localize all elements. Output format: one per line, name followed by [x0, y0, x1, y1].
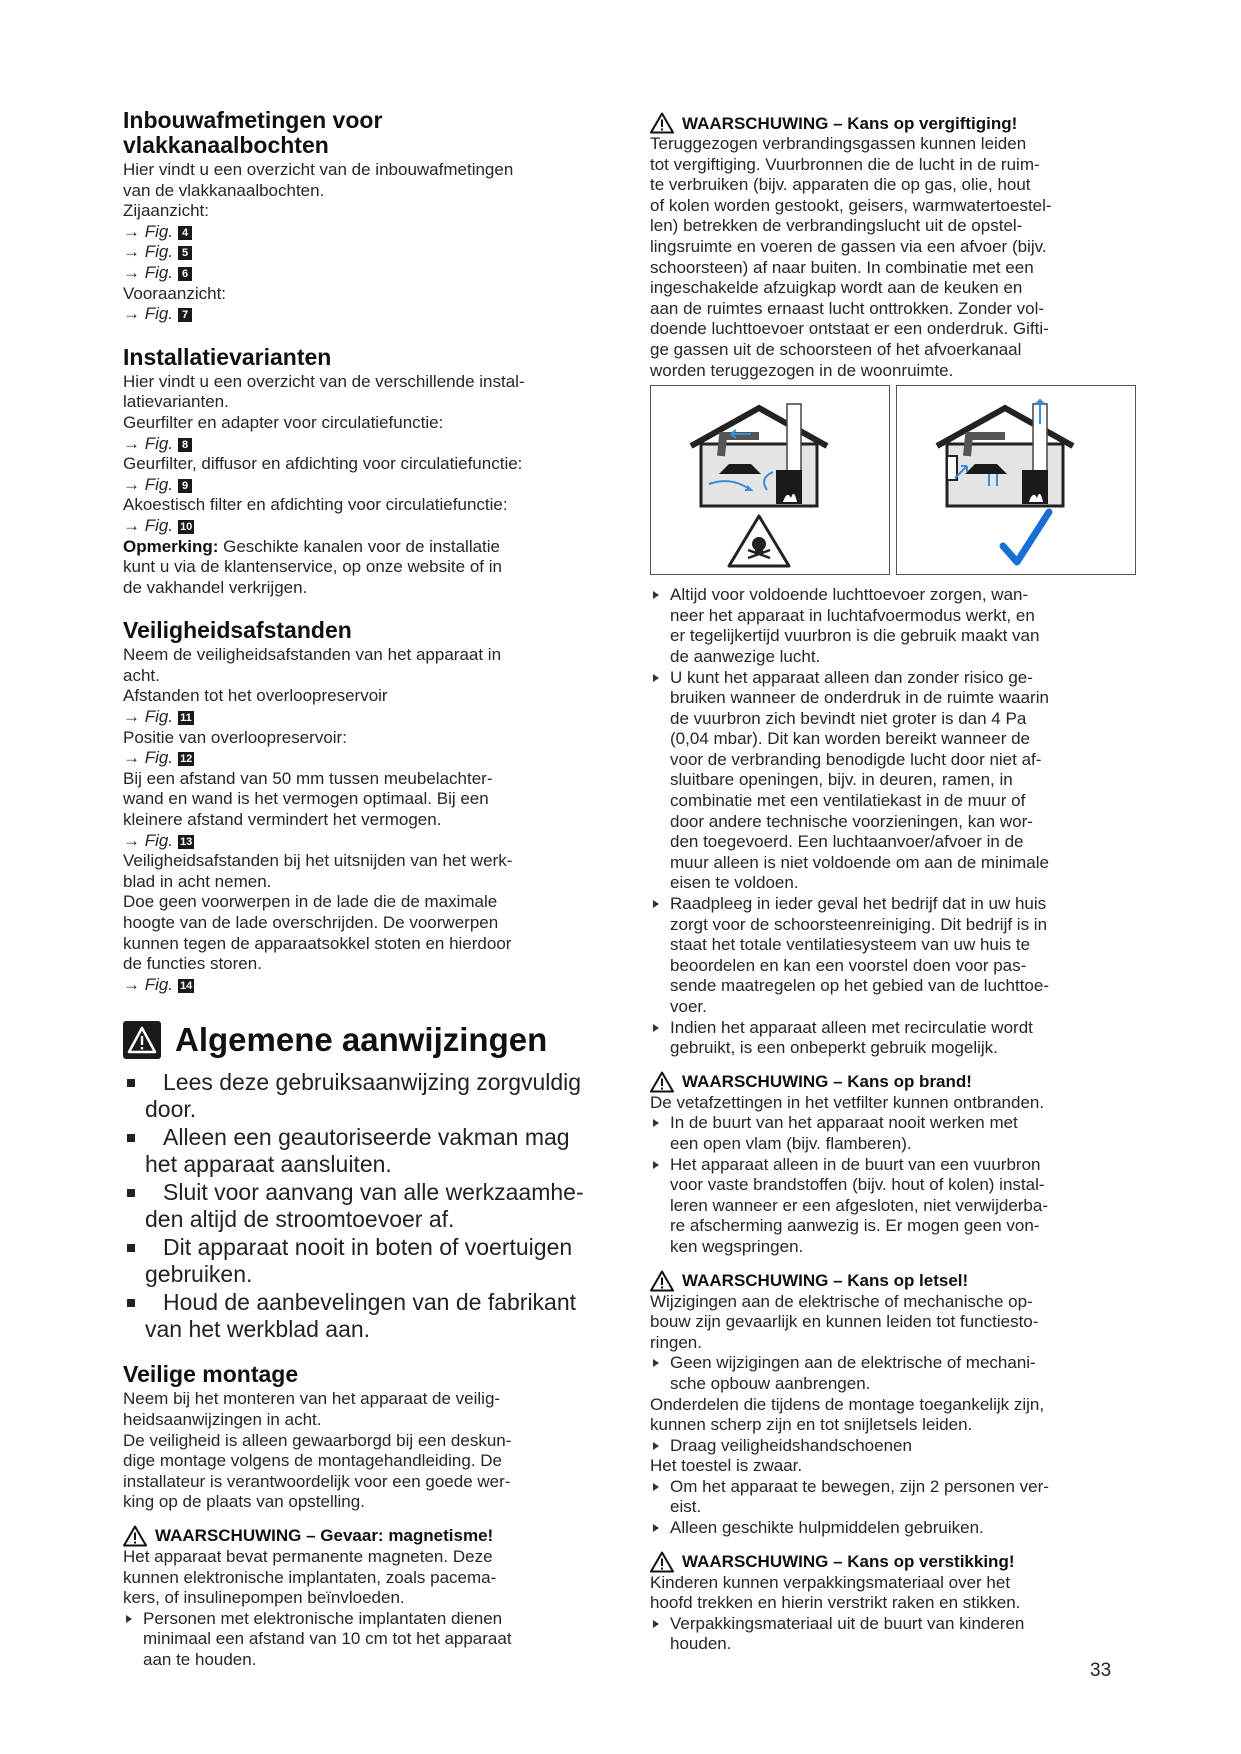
bullet-list — [650, 1614, 1140, 1655]
list-item: Indien het apparaat alleen met recirculatie wordt gebruikt, is een onbeperkt gebruik mogelijk. — [650, 1018, 1140, 1059]
section-title-veilige-montage: Veilige montage — [123, 1361, 299, 1388]
warning-text: De vetafzettingen in het vetfilter kunnen ontbranden. — [650, 1092, 1045, 1112]
chapter-title: Algemene aanwijzingen — [175, 1021, 548, 1059]
figure-reference: → Fig. 7 — [123, 304, 608, 325]
bullet-list — [650, 1436, 1140, 1457]
section-title-veiligheidsafstanden: Veiligheidsafstanden — [123, 617, 352, 644]
list-item: Draag veiligheidshandschoenen — [650, 1436, 1140, 1457]
warning-text: Kinderen kunnen verpakkingsmateriaal over het hoofd trekken en hierin verstrikt raken en stikken. — [650, 1572, 1021, 1613]
paragraph: Hier vindt u een overzicht van de verschillende instal- latievarianten. Geurfilter en adapter voor circulatiefunctie: → Fig. 8 Geurfilter, diffusor en afdichting voor circulatiefunctie: → Fig. 9 Akoestisch filter en afdichting voor circulatiefunctie: → Fig. 10 Opmerking: Geschikte kanalen voor de installatie kunt u via de klantenservice, op onze website of in de vakhandel verkrijgen. — [123, 372, 608, 599]
list-item: Lees deze gebruiksaanwijzing zorgvuldig door. — [123, 1069, 608, 1122]
list-item: Verpakkingsmateriaal uit de buurt van kinderen houden. — [650, 1614, 1140, 1655]
note: Opmerking: Geschikte kanalen voor de installatie — [123, 536, 501, 556]
bullet-list — [650, 1113, 1140, 1257]
chapter-heading-algemene-aanwijzingen — [123, 1021, 608, 1059]
figure-reference: → Fig. 12 — [123, 748, 193, 768]
list-item: Alleen een geautoriseerde vakman mag het apparaat aansluiten. — [123, 1124, 608, 1177]
warning-heading: WAARSCHUWING – Kans op brand! — [650, 1071, 1140, 1093]
page-number: 33 — [1090, 1660, 1112, 1681]
list-item: Alleen geschikte hulpmiddelen gebruiken. — [650, 1518, 1140, 1539]
illustration-panel-ok — [896, 385, 1136, 575]
section-title-inbouwafmetingen: Inbouwafmetingen voor vlakkanaalbochten — [123, 107, 383, 158]
warning-triangle-icon — [650, 1551, 674, 1573]
figure-reference: → Fig. 14 — [123, 974, 193, 994]
warning-heading: WAARSCHUWING – Gevaar: magnetisme! — [123, 1525, 608, 1547]
ventilation-illustration — [650, 385, 1140, 575]
warning-heading: WAARSCHUWING – Kans op vergiftiging! — [650, 112, 1140, 134]
bullet-list — [650, 585, 1140, 1059]
list-item: Om het apparaat te bewegen, zijn 2 personen ver- eist. — [650, 1477, 1140, 1518]
paragraph: Neem de veiligheidsafstanden van het apparaat in acht. Afstanden tot het overloopreservoir → Fig. 11 Positie van overloopreservoir: → Fig. 12 Bij een afstand van 50 mm tussen meubelachter- wand en wand is het vermogen optimaal. Bij een kleinere afstand vermindert het vermogen. → Fig. 13 Veiligheidsafstanden bij het uitsnijden van het werk- blad in acht nemen. Doe geen voorwerpen in de lade die de maximale hoogte van de lade overschrijden. De voorwerpen kunnen tegen de apparaatsokkel stoten en hierdoor de functies storen. → Fig. 14 — [123, 645, 608, 995]
list-item: U kunt het apparaat alleen dan zonder risico ge- bruiken wanneer de onderdruk in de ruimte waarin de vuurbron zich bevindt niet groter is dan 4 Pa (0,04 mbar). Dit kan worden bereikt wanneer de voor de verbranding benodigde lucht door niet af- sluitbare openingen, bijv. in deuren, ramen, in combinatie met een ventilatiekast in de muur of door andere technische voorzieningen, kan wor- den toegevoerd. Een luchtaanvoer/afvoer in de muur alleen is niet voldoende om aan de minimale eisen te voldoen. — [650, 668, 1140, 895]
figure-reference: → Fig. 11 — [123, 707, 192, 727]
figure-reference: → Fig. 10 — [123, 515, 193, 535]
bullet-list — [650, 1477, 1140, 1539]
figure-reference: → Fig. 13 — [123, 830, 193, 850]
list-item: Sluit voor aanvang van alle werkzaamhe- den altijd de stroomtoevoer af. — [123, 1179, 608, 1232]
paragraph: Neem bij het monteren van het apparaat de veilig- heidsaanwijzingen in acht. De veiligheid is alleen gewaarborgd bij een deskun- dige montage volgens de montagehandleiding. De installateur is verantwoordelijk voor een goede wer- king op de plaats van opstelling. — [123, 1389, 512, 1512]
warning-text: Wijzigingen aan de elektrische of mechanische op- bouw zijn gevaarlijk en kunnen leiden tot functiesto- ringen. — [650, 1291, 1039, 1352]
figure-reference: → Fig. 4 — [123, 222, 608, 243]
paragraph: Hier vindt u een overzicht van de inbouwafmetingen van de vlakkanaalbochten. Zijaanzicht: → Fig. 4 → Fig. 5 → Fig. 6 Vooraanzicht: → Fig. 7 — [123, 160, 608, 325]
list-item: Dit apparaat nooit in boten of voertuigen gebruiken. — [123, 1234, 608, 1287]
warning-text: Teruggezogen verbrandingsgassen kunnen leiden tot vergiftiging. Vuurbronnen die de lucht in de ruim- te verbruiken (bijv. apparaten die op gas, olie, hout of kolen worden gestookt, geisers, warmwatertoestel- len) betrekken de verbrandingslucht uit de opstel- lingsruimte en voeren de gassen via een afvoer (bijv. schoorsteen) af naar buiten. In combinatie met een ingeschakelde afzuigkap wordt aan de keuken en aan de ruimtes ernaast lucht onttrokken. Zonder vol- doende luchttoevoer ontstaat er een onderdruk. Gifti- ge gassen uit de schoorsteen of het afvoerkanaal worden teruggezogen in de woonruimte. — [650, 134, 1052, 380]
warning-triangle-icon — [650, 112, 674, 134]
list-item: Altijd voor voldoende luchttoevoer zorgen, wan- neer het apparaat in luchtafvoermodus werkt, en er tegelijkertijd vuurbron is die gebruik maakt van de aanwezige lucht. — [650, 585, 1140, 667]
warning-text: Het apparaat bevat permanente magneten. Deze kunnen elektronische implantaten, zoals pacema- kers, of insulinepompen beïnvloeden. — [123, 1546, 497, 1608]
left-column — [123, 108, 608, 1671]
section-title-installatievarianten: Installatievarianten — [123, 343, 332, 370]
list-item: In de buurt van het apparaat nooit werken met een open vlam (bijv. flamberen). — [650, 1113, 1140, 1154]
figure-reference: → Fig. 5 — [123, 242, 608, 263]
figure-reference: → Fig. 9 — [123, 475, 608, 496]
list-item: Geen wijzigingen aan de elektrische of mechani- sche opbouw aanbrengen. — [650, 1353, 1140, 1394]
list-item: Houd de aanbevelingen van de fabrikant van het werkblad aan. — [123, 1289, 608, 1342]
figure-reference: → Fig. 8 — [123, 434, 608, 455]
bullet-list — [650, 1353, 1140, 1394]
paragraph: Het toestel is zwaar. — [650, 1456, 803, 1476]
warning-triangle-icon — [123, 1525, 147, 1547]
bullet-list — [123, 1609, 608, 1671]
list-item: Raadpleeg in ieder geval het bedrijf dat in uw huis zorgt voor de schoorsteenreiniging. Dit bedrijf is in staat het totale ventilatiesysteem van uw huis te beoordelen en kan een voorstel doen voor pas- sende maatregelen op het gebied van de luchttoe- voer. — [650, 894, 1140, 1018]
right-column — [650, 108, 1140, 1655]
warning-heading: WAARSCHUWING – Kans op verstikking! — [650, 1551, 1140, 1573]
warning-icon — [123, 1021, 161, 1059]
paragraph: Onderdelen die tijdens de montage toegankelijk zijn, kunnen scherp zijn en tot snijletsels leiden. — [650, 1394, 1045, 1435]
list-item: Personen met elektronische implantaten dienen minimaal een afstand van 10 cm tot het apparaat aan te houden. — [123, 1609, 608, 1671]
list-item: Het apparaat alleen in de buurt van een vuurbron voor vaste brandstoffen (bijv. hout of kolen) instal- leren wanneer er een afgesloten, niet verwijderba- re afscherming aanwezig is. Er mogen geen von- ken wegspringen. — [650, 1155, 1140, 1258]
warning-triangle-icon — [650, 1071, 674, 1093]
general-instructions-list — [123, 1069, 608, 1342]
figure-reference: → Fig. 6 — [123, 263, 608, 284]
warning-triangle-icon — [650, 1270, 674, 1292]
warning-heading: WAARSCHUWING – Kans op letsel! — [650, 1270, 1140, 1292]
illustration-panel-danger — [650, 385, 890, 575]
